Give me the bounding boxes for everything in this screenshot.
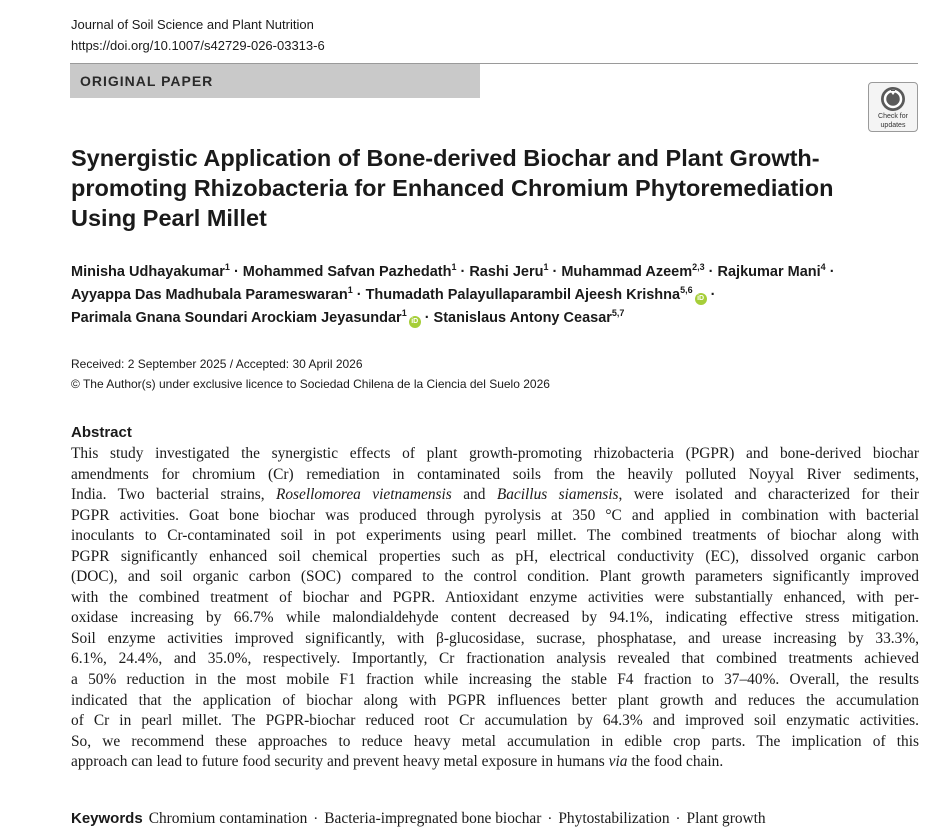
author-separator: ·	[233, 264, 239, 280]
abstract-line: PGPR significantly enhanced soil chemical properties such as pH, electrical conductivity (EC), dissolved organic carbon	[71, 547, 919, 565]
abstract-text	[71, 444, 919, 773]
author-name[interactable]: Minisha Udhayakumar	[71, 264, 225, 280]
paper-title	[71, 143, 861, 233]
abstract-line: inoculants to Cr-contaminated soil in pot experiments using pearl millet. The combined treatments of biochar along with	[71, 527, 919, 545]
author-name[interactable]: Rajkumar Mani	[717, 264, 821, 280]
abstract-fragment: and	[463, 486, 486, 504]
title-line: promoting Rhizobacteria for Enhanced Chromium Phytoremediation	[71, 175, 834, 201]
abstract-line: a 50% reduction in the most mobile F1 fraction while increasing the stable F4 fraction to 37–40%. Overall, the results	[71, 671, 919, 689]
check-updates-line1: Check for	[878, 113, 908, 120]
article-type-banner: ORIGINAL PAPER	[70, 64, 480, 98]
abstract-line: PGPR activities. Goat bone biochar was produced through pyrolysis at 350 °C and applied in combination with bacterial	[71, 506, 919, 524]
orcid-icon[interactable]: iD	[695, 293, 707, 305]
abstract-line: So, we recommend these approaches to reduce heavy metal accumulation in edible crop parts. The implication of this	[71, 732, 919, 750]
author-line	[71, 307, 911, 330]
author-affiliation: 1	[347, 285, 353, 295]
author-affiliation: 1	[224, 262, 230, 272]
author-affiliation: 4	[820, 262, 826, 272]
check-for-updates-button[interactable]	[868, 82, 918, 132]
keyword-separator: ·	[547, 811, 553, 827]
abstract-line: with the combined treatment of biochar and PGPR. Antioxidant enzyme activities were substantially enhanced, with per-	[71, 588, 919, 606]
author-separator: ·	[424, 310, 430, 326]
author-separator: ·	[552, 264, 558, 280]
abstract-line: amendments for chromium (Cr) remediation in contaminated soils from the heavily polluted Noyyal River sediments,	[71, 465, 919, 483]
keywords-section	[71, 808, 766, 830]
author-name[interactable]: Stanislaus Antony Ceasar	[433, 310, 612, 326]
author-affiliation: 2,3	[692, 262, 705, 272]
abstract-line: Soil enzyme activities improved significantly, with β-glucosidase, sucrase, phosphatase, and urease increasing by 33.3%,	[71, 629, 919, 647]
abstract-line	[71, 485, 919, 506]
abstract-heading: Abstract	[71, 424, 132, 441]
author-name[interactable]: Rashi Jeru	[469, 264, 544, 280]
abstract-fragment: , were isolated and characterized for their	[618, 486, 919, 504]
orcid-icon[interactable]: iD	[409, 316, 421, 328]
abstract-line: indicated that the application of biochar along with PGPR influences better plant growth and reduces the accumulation	[71, 691, 919, 709]
title-line: Using Pearl Millet	[71, 205, 267, 231]
check-updates-line2: updates	[880, 122, 906, 129]
doi-link[interactable]: https://doi.org/10.1007/s42729-026-03313-6	[71, 38, 325, 53]
abstract-line	[71, 752, 919, 773]
keyword-separator: ·	[675, 811, 681, 827]
keyword: Chromium contamination	[148, 810, 308, 827]
copyright-notice: © The Author(s) under exclusive licence to Sociedad Chilena de la Ciencia del Suelo 2026	[71, 377, 550, 391]
author-name[interactable]: Ayyappa Das Madhubala Parameswaran	[71, 287, 348, 303]
title-line: Synergistic Application of Bone-derived Biochar and Plant Growth-	[71, 145, 820, 171]
species-name: Rosellomorea vietnamensis	[275, 486, 452, 504]
keyword-separator: ·	[313, 811, 319, 827]
keyword: Phytostabilization	[558, 810, 670, 827]
check-updates-icon	[880, 86, 906, 112]
author-separator: ·	[710, 287, 716, 303]
author-name[interactable]: Muhammad Azeem	[561, 264, 693, 280]
abstract-line: This study investigated the synergistic effects of plant growth-promoting rhizobacteria (PGPR) and bone-derived biochar	[71, 445, 919, 462]
author-line	[71, 261, 911, 284]
received-accepted: Received: 2 September 2025 / Accepted: 30 April 2026	[71, 357, 363, 371]
author-name[interactable]: Thumadath Palayullaparambil Ajeesh Krishna	[365, 287, 681, 303]
publication-dates	[71, 354, 550, 394]
journal-name: Journal of Soil Science and Plant Nutrition	[71, 17, 314, 32]
author-list	[71, 261, 911, 330]
abstract-line: 6.1%, 24.4%, and 35.0%, respectively. Importantly, Cr fractionation analysis revealed that combined treatments achieved	[71, 650, 919, 668]
keyword: Bacteria-impregnated bone biochar	[324, 810, 542, 827]
author-separator: ·	[460, 264, 466, 280]
author-affiliation: 1	[451, 262, 457, 272]
author-separator: ·	[356, 287, 362, 303]
author-separator: ·	[829, 264, 835, 280]
author-affiliation: 5,6	[680, 285, 693, 295]
author-affiliation: 1	[401, 308, 407, 318]
keywords-heading: Keywords	[71, 810, 143, 827]
italic-word: via	[608, 753, 628, 771]
abstract-fragment: India. Two bacterial strains,	[71, 486, 265, 504]
journal-header	[71, 14, 325, 56]
abstract-line: (DOC), and soil organic carbon (SOC) compared to the control condition. Plant growth parameters significantly improved	[71, 568, 919, 586]
keyword: Plant growth	[686, 810, 766, 827]
author-separator: ·	[708, 264, 714, 280]
species-name: Bacillus siamensis	[496, 486, 619, 504]
abstract-line: oxidase increasing by 66.7% while malondialdehyde content decreased by 94.1%, indicating effective stress mitigation.	[71, 609, 919, 627]
author-affiliation: 5,7	[611, 308, 625, 318]
author-line	[71, 284, 911, 307]
abstract-fragment: the food chain.	[631, 753, 724, 771]
abstract-fragment: approach can lead to future food security and prevent heavy metal exposure in humans	[71, 753, 605, 771]
abstract-line: of Cr in pearl millet. The PGPR-biochar reduced root Cr accumulation by 64.3% and improved soil enzymatic activities.	[71, 712, 919, 730]
author-name[interactable]: Parimala Gnana Soundari Arockiam Jeyasundar	[71, 310, 402, 326]
author-name[interactable]: Mohammed Safvan Pazhedath	[242, 264, 452, 280]
author-affiliation: 1	[543, 262, 549, 272]
